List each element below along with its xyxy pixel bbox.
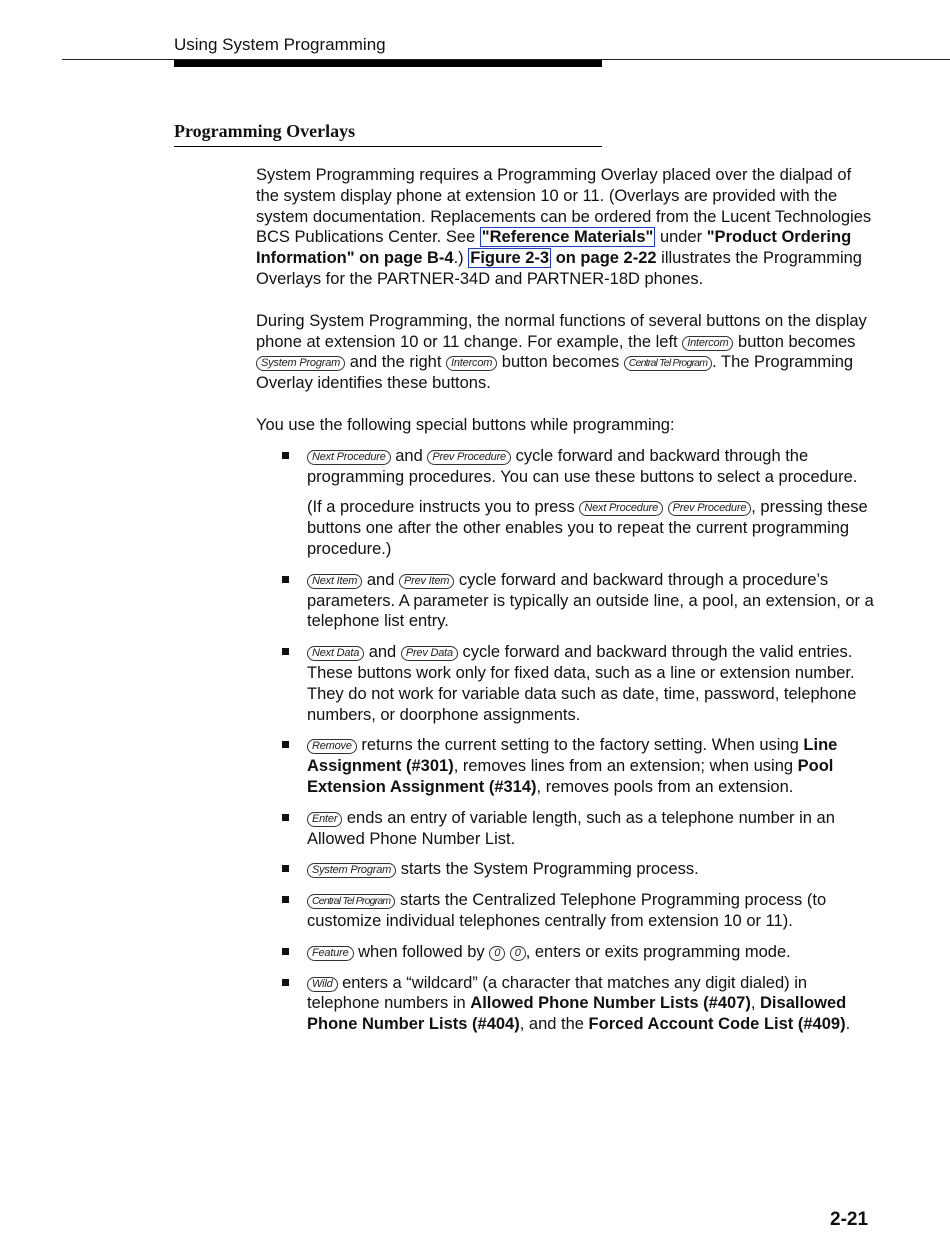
enter-key: Enter: [307, 812, 342, 827]
bullet-icon: [282, 865, 289, 872]
special-buttons-intro: You use the following special buttons while programming:: [256, 415, 675, 434]
system-program-key: System Program: [256, 356, 345, 371]
para2-text-2: button becomes: [733, 332, 856, 351]
list-item: [256, 570, 876, 632]
list-item: [256, 735, 876, 797]
central-tel-program-key: Central Tel Program: [307, 894, 395, 909]
wild-text-1: enters a “wildcard” (a character that matches any digit dialed) in telephone numbers in: [307, 973, 808, 1013]
section-title: Programming Overlays: [174, 121, 602, 147]
prev-item-key: Prev Item: [399, 574, 454, 589]
bullet-icon: [282, 452, 289, 459]
and-text: and: [364, 643, 401, 662]
reference-materials-link[interactable]: "Reference Materials": [481, 228, 654, 247]
intro-text-1: System Programming requires a Programming Overlay placed over the dialpad of the system display phone at extension 10 or 11. (Overlays are provided with the system documentation. Replacements can be ordered from the Lucent Technologies BCS Publications Center. See: [256, 166, 872, 247]
and-text: and: [390, 446, 428, 465]
forced-account-code-ref: Forced Account Code List (#409): [588, 1015, 846, 1034]
pool-extension-assignment-ref: Pool Extension Assignment (#314): [307, 757, 834, 796]
buttons-change-paragraph: [256, 311, 876, 394]
wild-text-4: .: [845, 1015, 851, 1034]
product-ordering-ref: "Product Ordering Information" on page B-4: [256, 228, 852, 268]
para2-text-1: During System Programming, the normal functions of several buttons on the display phone at extension 10 or 11 change. For example, the left: [256, 311, 867, 351]
bullet-icon: [282, 648, 289, 655]
special-buttons-list: [256, 446, 876, 1035]
remove-key: Remove: [307, 739, 357, 754]
list-item: [256, 808, 876, 850]
note-text-1: (If a procedure instructs you to press: [307, 498, 580, 517]
intro-text-2: under: [655, 228, 707, 247]
body-text: [256, 165, 876, 1045]
bullet-icon: [282, 896, 289, 903]
para2-text-5: . The Programming Overlay identifies these buttons.: [256, 353, 854, 393]
para2-text-3: and the right: [345, 353, 447, 372]
running-head: Using System Programming: [174, 35, 386, 54]
zero-key: 0: [510, 946, 526, 961]
header-bar: [174, 60, 602, 67]
bullet-icon: [282, 576, 289, 583]
feature-key: Feature: [307, 946, 354, 961]
list-item: [256, 859, 876, 880]
note-text-2: , pressing these buttons one after the other enables you to repeat the current programming procedure.): [307, 498, 868, 558]
figure-2-3-link[interactable]: Figure 2-3: [470, 249, 550, 268]
system-program-key: System Program: [307, 863, 396, 878]
list-item: [256, 642, 876, 725]
bullet-icon: [282, 741, 289, 748]
procedure-note: [307, 497, 876, 559]
item-text: cycle forward and backward through a procedure’s parameters. A parameter is typically an outside line, a pool, an extension, or a telephone list entry.: [307, 570, 874, 631]
bullet-icon: [282, 814, 289, 821]
figure-page-ref: on page 2-22: [551, 249, 657, 268]
data-text: cycle forward and backward through the valid entries. These buttons work only for fixed data, such as a line or extension number. They do not work for variable data such as date, time, password, telephone numbers, or doorphone assignments.: [307, 643, 857, 724]
procedure-text: cycle forward and backward through the programming procedures. You can use these buttons to select a procedure.: [307, 446, 858, 486]
prev-procedure-key: Prev Procedure: [427, 450, 511, 465]
page-number: 2-21: [830, 1209, 869, 1230]
prev-procedure-key: Prev Procedure: [668, 501, 752, 516]
system-program-text: starts the System Programming process.: [396, 860, 699, 879]
allowed-lists-ref: Allowed Phone Number Lists (#407): [470, 994, 751, 1013]
remove-text-2: , removes lines from an extension; when using: [453, 757, 798, 776]
intercom-key: Intercom: [446, 356, 497, 371]
next-procedure-key: Next Procedure: [307, 450, 391, 465]
list-item: [256, 973, 876, 1035]
wild-text-3: , and the: [519, 1015, 589, 1034]
feature-text-2: , enters or exits programming mode.: [525, 942, 791, 961]
zero-key: 0: [489, 946, 505, 961]
bullet-icon: [282, 948, 289, 955]
para2-text-4: button becomes: [497, 353, 624, 372]
list-item: [256, 890, 876, 932]
list-item: [256, 446, 876, 560]
next-procedure-key: Next Procedure: [579, 501, 663, 516]
bullet-icon: [282, 979, 289, 986]
central-text: starts the Centralized Telephone Programming process (to customize individual telephones centrally from extension 10 or 11).: [307, 891, 827, 930]
list-item: [256, 942, 876, 963]
central-tel-program-key: Central Tel Program: [624, 356, 712, 371]
remove-text-3: , removes pools from an extension.: [536, 777, 794, 796]
intro-text-4: illustrates the Programming Overlays for the PARTNER-34D and PARTNER-18D phones.: [256, 249, 862, 288]
intro-paragraph: [256, 165, 876, 290]
next-data-key: Next Data: [307, 646, 364, 661]
line-assignment-ref: Line Assignment (#301): [307, 736, 838, 776]
wild-text-2: ,: [750, 994, 761, 1013]
intro-text-3: .): [453, 249, 469, 268]
disallowed-lists-ref: Disallowed Phone Number Lists (#404): [307, 994, 847, 1034]
prev-data-key: Prev Data: [401, 646, 458, 661]
remove-text-1: returns the current setting to the factory setting. When using: [356, 736, 804, 755]
next-item-key: Next Item: [307, 574, 362, 589]
enter-text: ends an entry of variable length, such as a telephone number in an Allowed Phone Number List.: [307, 808, 835, 848]
feature-text-1: when followed by: [353, 942, 490, 961]
and-text: and: [362, 570, 399, 589]
wild-key: Wild: [307, 977, 338, 992]
intercom-key: Intercom: [682, 336, 733, 351]
